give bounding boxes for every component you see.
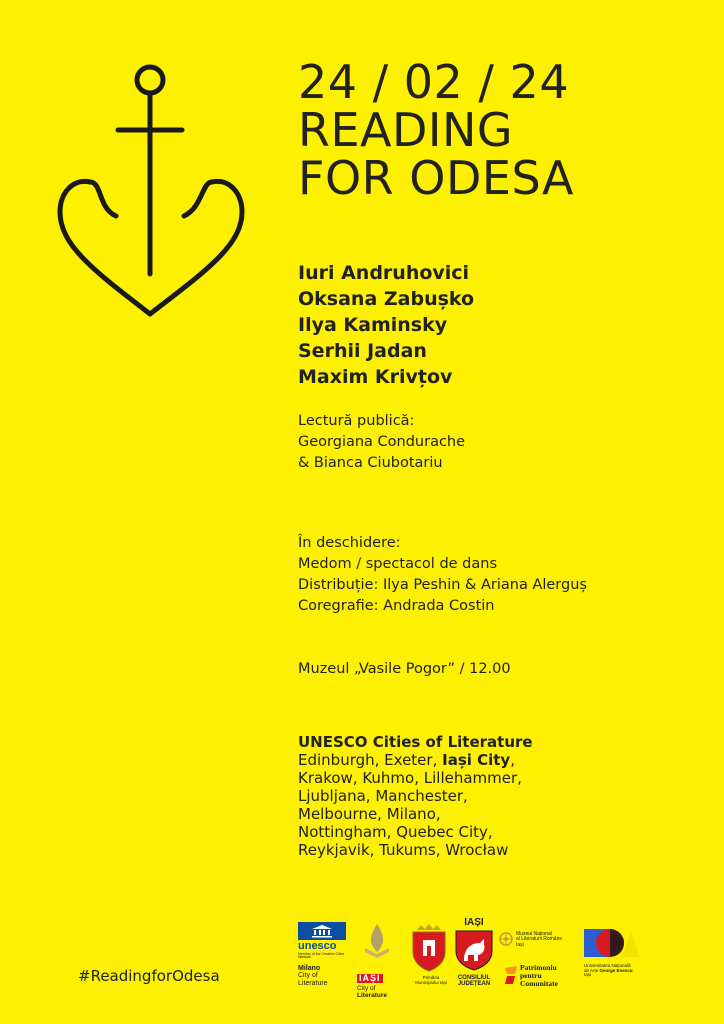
unesco-cities-block (298, 733, 533, 859)
unesco-word: unesco (298, 940, 337, 952)
city-crest-icon (409, 922, 449, 972)
museum-wheel-icon (499, 932, 513, 946)
unesco-cities-line: Nottingham, Quebec City, (298, 823, 493, 841)
event-title-line-2: FOR ODESA (298, 151, 574, 205)
unarte-george-enescu-logo (584, 928, 654, 978)
unesco-cities-line (298, 751, 533, 769)
iasi-city-of-literature-logo (357, 922, 405, 1000)
judetean-text: JUDEȚEAN (457, 980, 491, 987)
unarte-shapes-icon (584, 928, 640, 958)
authors-list (298, 260, 474, 390)
primaria-text: Primăria (422, 975, 440, 980)
milano-text: Milano (298, 964, 321, 972)
reading-label: Lectură publică: (298, 413, 415, 429)
author-name: Maxim Krivțov (298, 366, 453, 388)
event-date: 24 / 02 / 24 (298, 55, 570, 109)
opening-block (298, 533, 587, 617)
iasi-word: IAȘI (464, 917, 484, 928)
unesco-temple-icon (298, 922, 346, 940)
city-highlight-iasi: Iași City (442, 751, 511, 769)
literature-text: Literature (357, 991, 387, 999)
flame-book-icon (357, 922, 397, 962)
city-of-text: City of (357, 985, 376, 992)
venue-time: Muzeul „Vasile Pogor” / 12.00 (298, 661, 511, 677)
pentru-text: pentru (520, 970, 542, 980)
municipiu-text: Municipiului Iași (415, 979, 447, 985)
opening-show: Medom / spectacol de dans (298, 556, 498, 572)
de-arte-text: de Arte (584, 967, 600, 973)
anchor-heart-icon (56, 60, 256, 322)
consiliul-text: CONSILIUL (457, 974, 491, 981)
hashtag: #ReadingforOdesa (78, 967, 220, 985)
iasi-word: IAȘI (359, 973, 381, 983)
author-name: Iuri Andruhovici (298, 262, 470, 284)
george-enescu-text: George Enescu (599, 967, 633, 973)
unesco-cities-line: Reykjavik, Tukums, Wrocław (298, 841, 509, 859)
event-title-line-1: READING (298, 103, 514, 157)
city-list: Edinburgh, Exeter, (298, 751, 443, 769)
event-headline (298, 55, 574, 205)
author-name: Serhii Jadan (298, 340, 427, 362)
reading-readers: Georgiana Condurache (298, 434, 466, 450)
consiliul-judetean-logo (452, 918, 496, 987)
horse-crest-icon (452, 929, 496, 971)
iasi-text: Iași (516, 941, 524, 948)
primaria-iasi-logo (409, 922, 453, 985)
literature-text: Literature (298, 979, 328, 987)
universitatea-text: Universitatea Națională (584, 963, 631, 968)
patrimoniu-symbol-icon (503, 964, 519, 986)
public-reading-block (298, 411, 465, 474)
muzeul-text: Muzeul Național (516, 931, 552, 937)
patrimoniu-text: Patrimoniu (520, 963, 557, 972)
unesco-cities-line: Melbourne, Milano, (298, 805, 441, 823)
opening-cast: Distribuție: Ilya Peshin & Ariana Alerguș (298, 577, 587, 593)
reading-readers: & Bianca Ciubotariu (298, 455, 443, 471)
city-of-text: City of (298, 972, 318, 980)
unesco-cities-line: Krakow, Kuhmo, Lillehammer, (298, 769, 522, 787)
literaturii-text: al Literaturii Române (516, 936, 563, 943)
author-name: Ilya Kaminsky (298, 314, 448, 336)
unesco-milano-logo (298, 922, 354, 987)
unesco-cities-line: Ljubljana, Manchester, (298, 787, 468, 805)
opening-choreography: Coregrafie: Andrada Costin (298, 598, 495, 614)
author-name: Oksana Zabușko (298, 288, 475, 310)
opening-label: În deschidere: (298, 535, 401, 551)
unesco-network-text: Member of the Creative Cities Network (298, 951, 345, 960)
iasi-text: Iași (584, 972, 592, 978)
unesco-title: UNESCO Cities of Literature (298, 733, 533, 751)
comunitate-text: Comunitate (520, 978, 558, 988)
comma: , (510, 751, 515, 769)
